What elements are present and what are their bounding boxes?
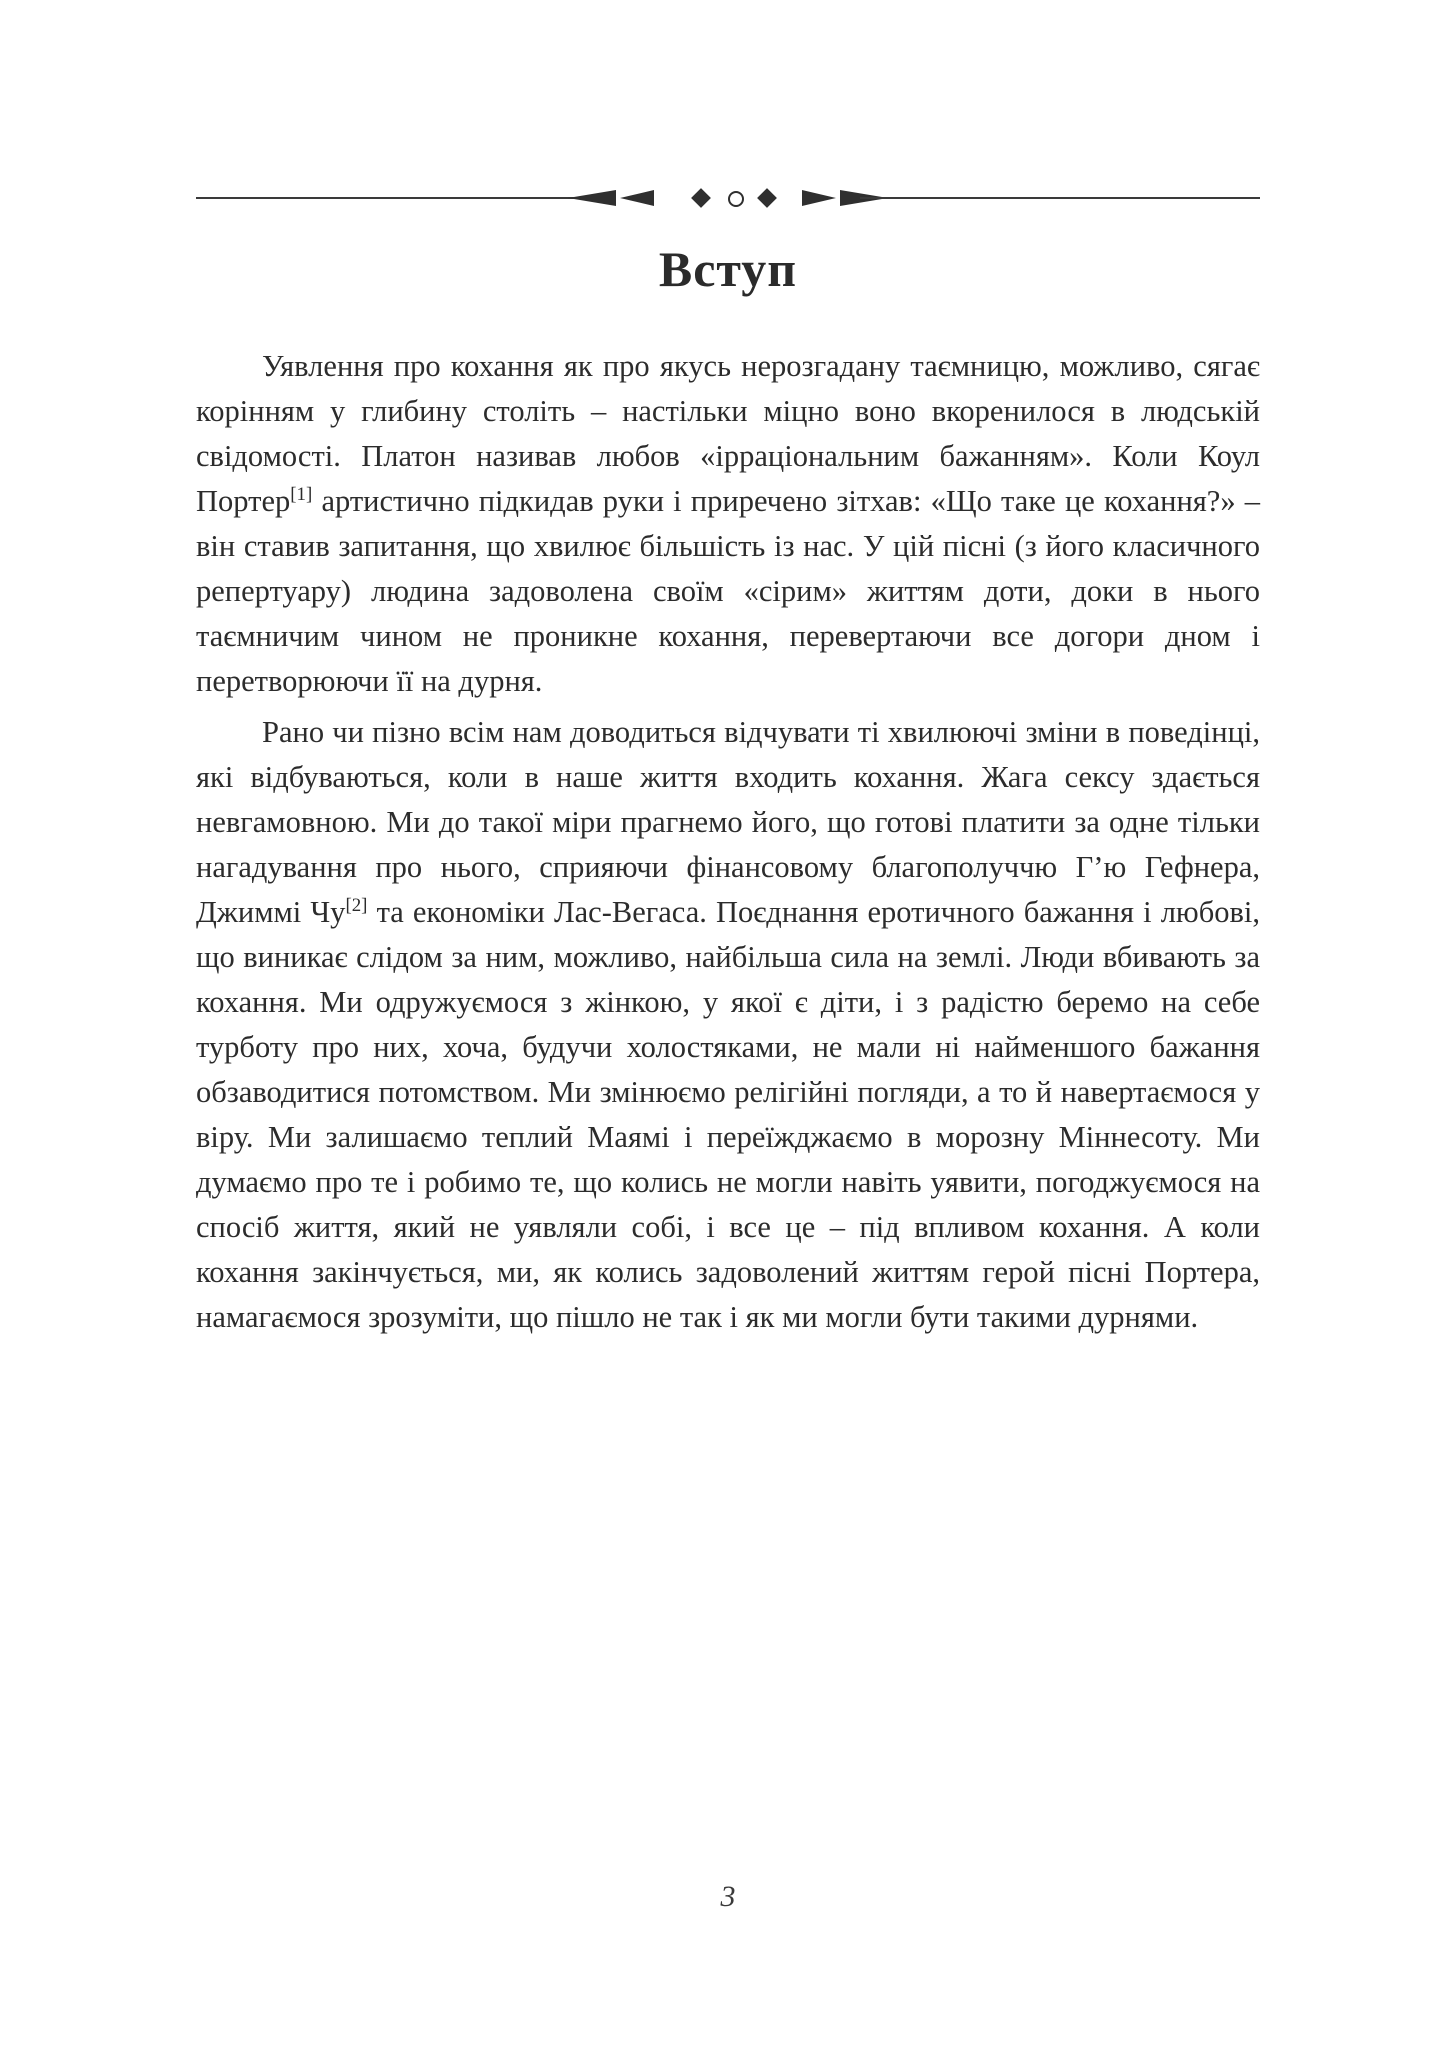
paragraph-2: [196, 710, 1260, 1340]
divider-wing-left-outer: [568, 190, 616, 206]
divider-rule-right: [860, 197, 1260, 199]
divider-diamond-left: [691, 188, 711, 208]
chapter-title: Вступ: [658, 241, 798, 297]
paragraph-1-part-1: Уявлення про кохання як про якусь нерозгадану таємницю, можливо, сягає корінням у глибину століть – настільки міцно воно вкоренилося в людській свідомості. Платон називав любов «ірраціональним бажанням». Коли Коул Портер: [196, 349, 1260, 518]
page-number: 3: [720, 1880, 736, 1913]
divider-rule-left: [196, 197, 596, 199]
decorative-divider-icon: [196, 178, 1260, 218]
body-text: [196, 344, 1260, 1340]
footnote-marker-1[interactable]: [1]: [290, 483, 313, 505]
paragraph-2-part-2: та економіки Лас-Вегаса. Поєднання еротичного бажання і любові, що виникає слідом за ним, можливо, найбільша сила на землі. Люди вбивають за кохання. Ми одружуємося з жінкою, у якої є діти, і з радістю беремо на себе турботу про них, хоча, будучи холостяками, не мали ні найменшого бажання обзаводитися потомством. Ми змінюємо релігійні погляди, а то й навертаємося у віру. Ми залишаємо теплий Маямі і переїжджаємо в морозну Міннесоту. Ми думаємо про те і робимо те, що колись не могли навіть уявити, погоджуємося на спосіб життя, який не уявляли собі, і все це – під впливом кохання. А коли кохання закінчується, ми, як колись задоволений життям герой пісні Портера, намагаємося зрозуміти, що пішло не так і як ми могли бути такими дурнями.: [196, 895, 1260, 1334]
paragraph-1: [196, 344, 1260, 704]
paragraph-2-part-1: Рано чи пізно всім нам доводиться відчувати ті хвилюючі зміни в поведінці, які відбуваються, коли в наше життя входить кохання. Жага сексу здається невгамовною. Ми до такої міри прагнемо його, що готові платити за одне тільки нагадування про нього, сприяючи фінансовому благополуччю Г’ю Гефнера, Джиммі Чу: [196, 715, 1260, 929]
page-content: [196, 0, 1260, 2059]
paragraph-1-part-2: артистично підкидав руки і приречено зітхав: «Що таке це кохання?» – він ставив запитання, що хвилює більшість із нас. У цій пісні (з його класичного репертуару) людина задоволена своїм «сірим» життям доти, доки в нього таємничим чином не проникне кохання, перевертаючи все догори дном і перетворюючи її на дурня.: [196, 484, 1260, 698]
divider-wing-left-inner: [620, 190, 654, 206]
divider-diamond-right: [757, 188, 777, 208]
divider-wing-right-inner: [802, 190, 836, 206]
divider-circle-icon: [728, 191, 744, 207]
footnote-marker-2[interactable]: [2]: [345, 894, 368, 916]
